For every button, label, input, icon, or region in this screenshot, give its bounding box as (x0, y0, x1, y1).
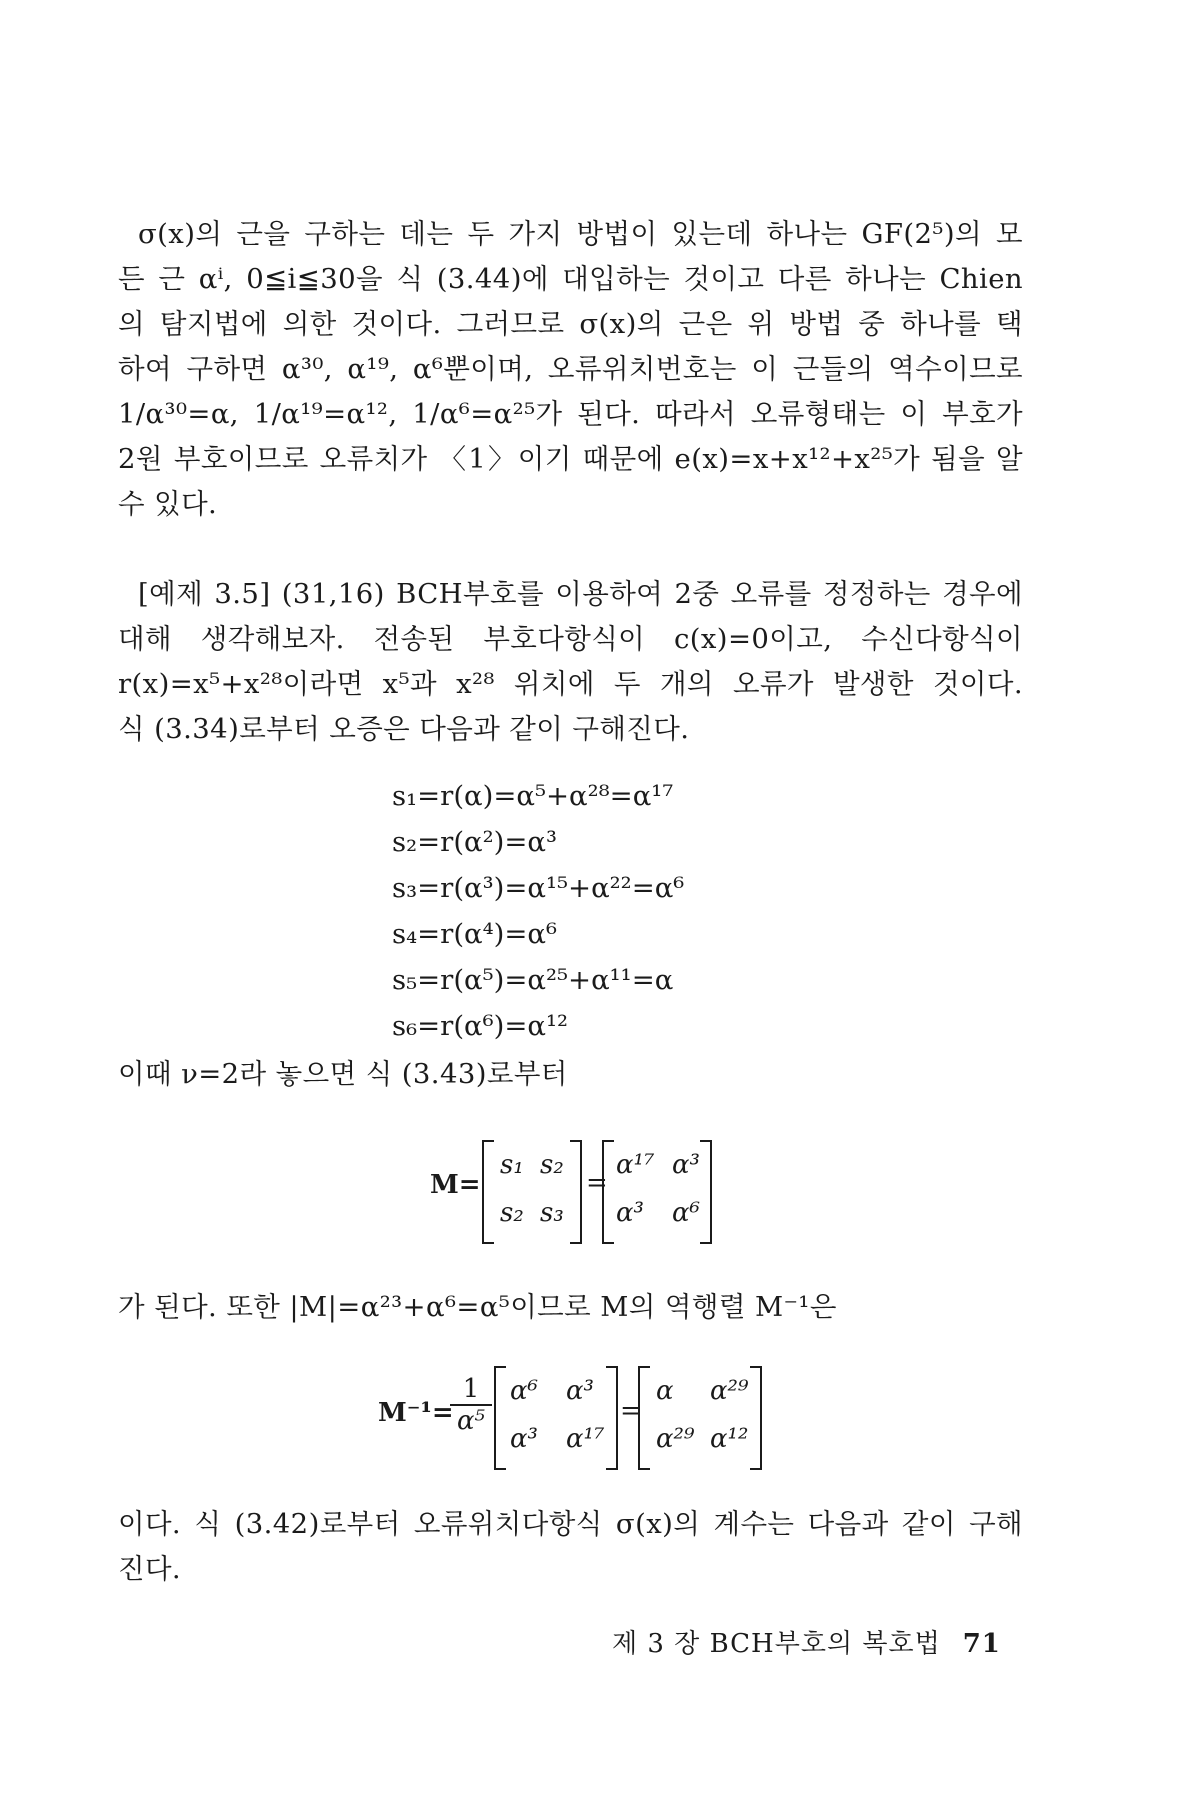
p1-line-5: 1/α³⁰=α, 1/α¹⁹=α¹², 1/α⁶=α²⁵가 된다. 따라서 오류형태는 이 부호가 (118, 398, 1023, 430)
page-number: 71 (962, 1629, 1001, 1659)
p2-line-2: 대해 생각해보자. 전송된 부호다항식이 c(x)=0이고, 수신다항식이 (118, 623, 1023, 655)
p2-line-3: r(x)=x⁵+x²⁸이라면 x⁵과 x²⁸ 위치에 두 개의 오류가 발생한 것이다. (118, 668, 1023, 700)
determinant-sentence-text: 가 된다. 또한 |M|=α²³+α⁶=α⁵이므로 M의 역행렬 M⁻¹은 (118, 1291, 837, 1323)
matrix-Minv-fraction (450, 1374, 492, 1436)
matrix-Minv-cell: α¹² (710, 1424, 749, 1454)
p2-line-1: [예제 3.5] (31,16) BCH부호를 이용하여 2중 오류를 정정하는 경우에 (138, 578, 1023, 610)
p3-line-2: 진다. (118, 1553, 182, 1585)
matrix-M-label: M= (430, 1170, 481, 1200)
matrix-M-cell: s₁ (500, 1150, 524, 1180)
matrix-Minv-cell: α¹⁷ (566, 1424, 605, 1454)
matrix-M-right-bracket-close (700, 1140, 712, 1244)
p3-line-1: 이다. 식 (3.42)로부터 오류위치다항식 σ(x)의 계수는 다음과 같이 구해 (118, 1508, 1023, 1540)
example-3-5-paragraph (118, 572, 1023, 752)
matrix-M-cell: s₂ (540, 1150, 564, 1180)
matrix-M-left-bracket-close (570, 1140, 582, 1244)
chapter-running-head: 제 3 장 BCH부호의 복호법 (612, 1629, 941, 1659)
matrix-Minv-equals: = (620, 1396, 642, 1426)
matrix-M-cell: α³ (616, 1198, 644, 1228)
matrix-M-cell: α¹⁷ (616, 1150, 655, 1180)
matrix-Minv-label: M⁻¹= (378, 1398, 454, 1428)
fraction-numerator: 1 (450, 1374, 492, 1406)
p2-line-4: 식 (3.34)로부터 오증은 다음과 같이 구해진다. (118, 713, 690, 745)
matrix-M-right-bracket-open (602, 1140, 614, 1244)
p1-line-1: σ(x)의 근을 구하는 데는 두 가지 방법이 있는데 하나는 GF(2⁵)의 모 (138, 218, 1023, 250)
p1-line-3: 의 탐지법에 의한 것이다. 그러므로 σ(x)의 근은 위 방법 중 하나를 택 (118, 308, 1023, 340)
matrix-Minv-cell: α (656, 1376, 674, 1406)
p1-line-7: 수 있다. (118, 488, 218, 520)
matrix-Minv-cell: α²⁹ (656, 1424, 695, 1454)
p1-line-2: 든 근 αⁱ, 0≦i≦30을 식 (3.44)에 대입하는 것이고 다른 하나는 Chien (118, 263, 1023, 295)
syndrome-1: s₁=r(α)=α⁵+α²⁸=α¹⁷ (392, 780, 674, 812)
matrix-M-cell: s₃ (540, 1198, 564, 1228)
nu-sentence (118, 1052, 1023, 1097)
paragraph-1 (118, 212, 1023, 527)
syndrome-3: s₃=r(α³)=α¹⁵+α²²=α⁶ (392, 872, 685, 904)
matrix-Minv-cell: α²⁹ (710, 1376, 749, 1406)
matrix-Minv-left-bracket-open (494, 1366, 506, 1470)
matrix-M-equals: = (586, 1168, 608, 1198)
matrix-Minv-cell: α⁶ (510, 1376, 538, 1406)
matrix-M-cell: s₂ (500, 1198, 524, 1228)
p1-line-6: 2원 부호이므로 오류치가 〈1〉이기 때문에 e(x)=x+x¹²+x²⁵가 됨을 알 (118, 443, 1023, 475)
nu-sentence-text: 이때 ν=2라 놓으면 식 (3.43)로부터 (118, 1058, 568, 1090)
p1-line-4: 하여 구하면 α³⁰, α¹⁹, α⁶뿐이며, 오류위치번호는 이 근들의 역수이므로 (118, 353, 1023, 385)
matrix-Minv-left-bracket-close (606, 1366, 618, 1470)
matrix-M-left-bracket-open (482, 1140, 494, 1244)
page-footer (612, 1623, 1001, 1660)
matrix-Minv-right-bracket-close (750, 1366, 762, 1470)
fraction-denominator: α⁵ (457, 1406, 485, 1436)
matrix-Minv-cell: α³ (510, 1424, 538, 1454)
syndrome-6: s₆=r(α⁶)=α¹² (392, 1010, 569, 1042)
determinant-sentence (118, 1285, 1023, 1330)
matrix-Minv-right-bracket-open (638, 1366, 650, 1470)
syndrome-5: s₅=r(α⁵)=α²⁵+α¹¹=α (392, 964, 674, 996)
matrix-Minv-cell: α³ (566, 1376, 594, 1406)
paragraph-3 (118, 1502, 1023, 1592)
matrix-M-cell: α⁶ (672, 1198, 700, 1228)
syndrome-2: s₂=r(α²)=α³ (392, 826, 558, 858)
syndrome-4: s₄=r(α⁴)=α⁶ (392, 918, 558, 950)
matrix-M-cell: α³ (672, 1150, 700, 1180)
syndrome-equations (392, 773, 684, 1049)
